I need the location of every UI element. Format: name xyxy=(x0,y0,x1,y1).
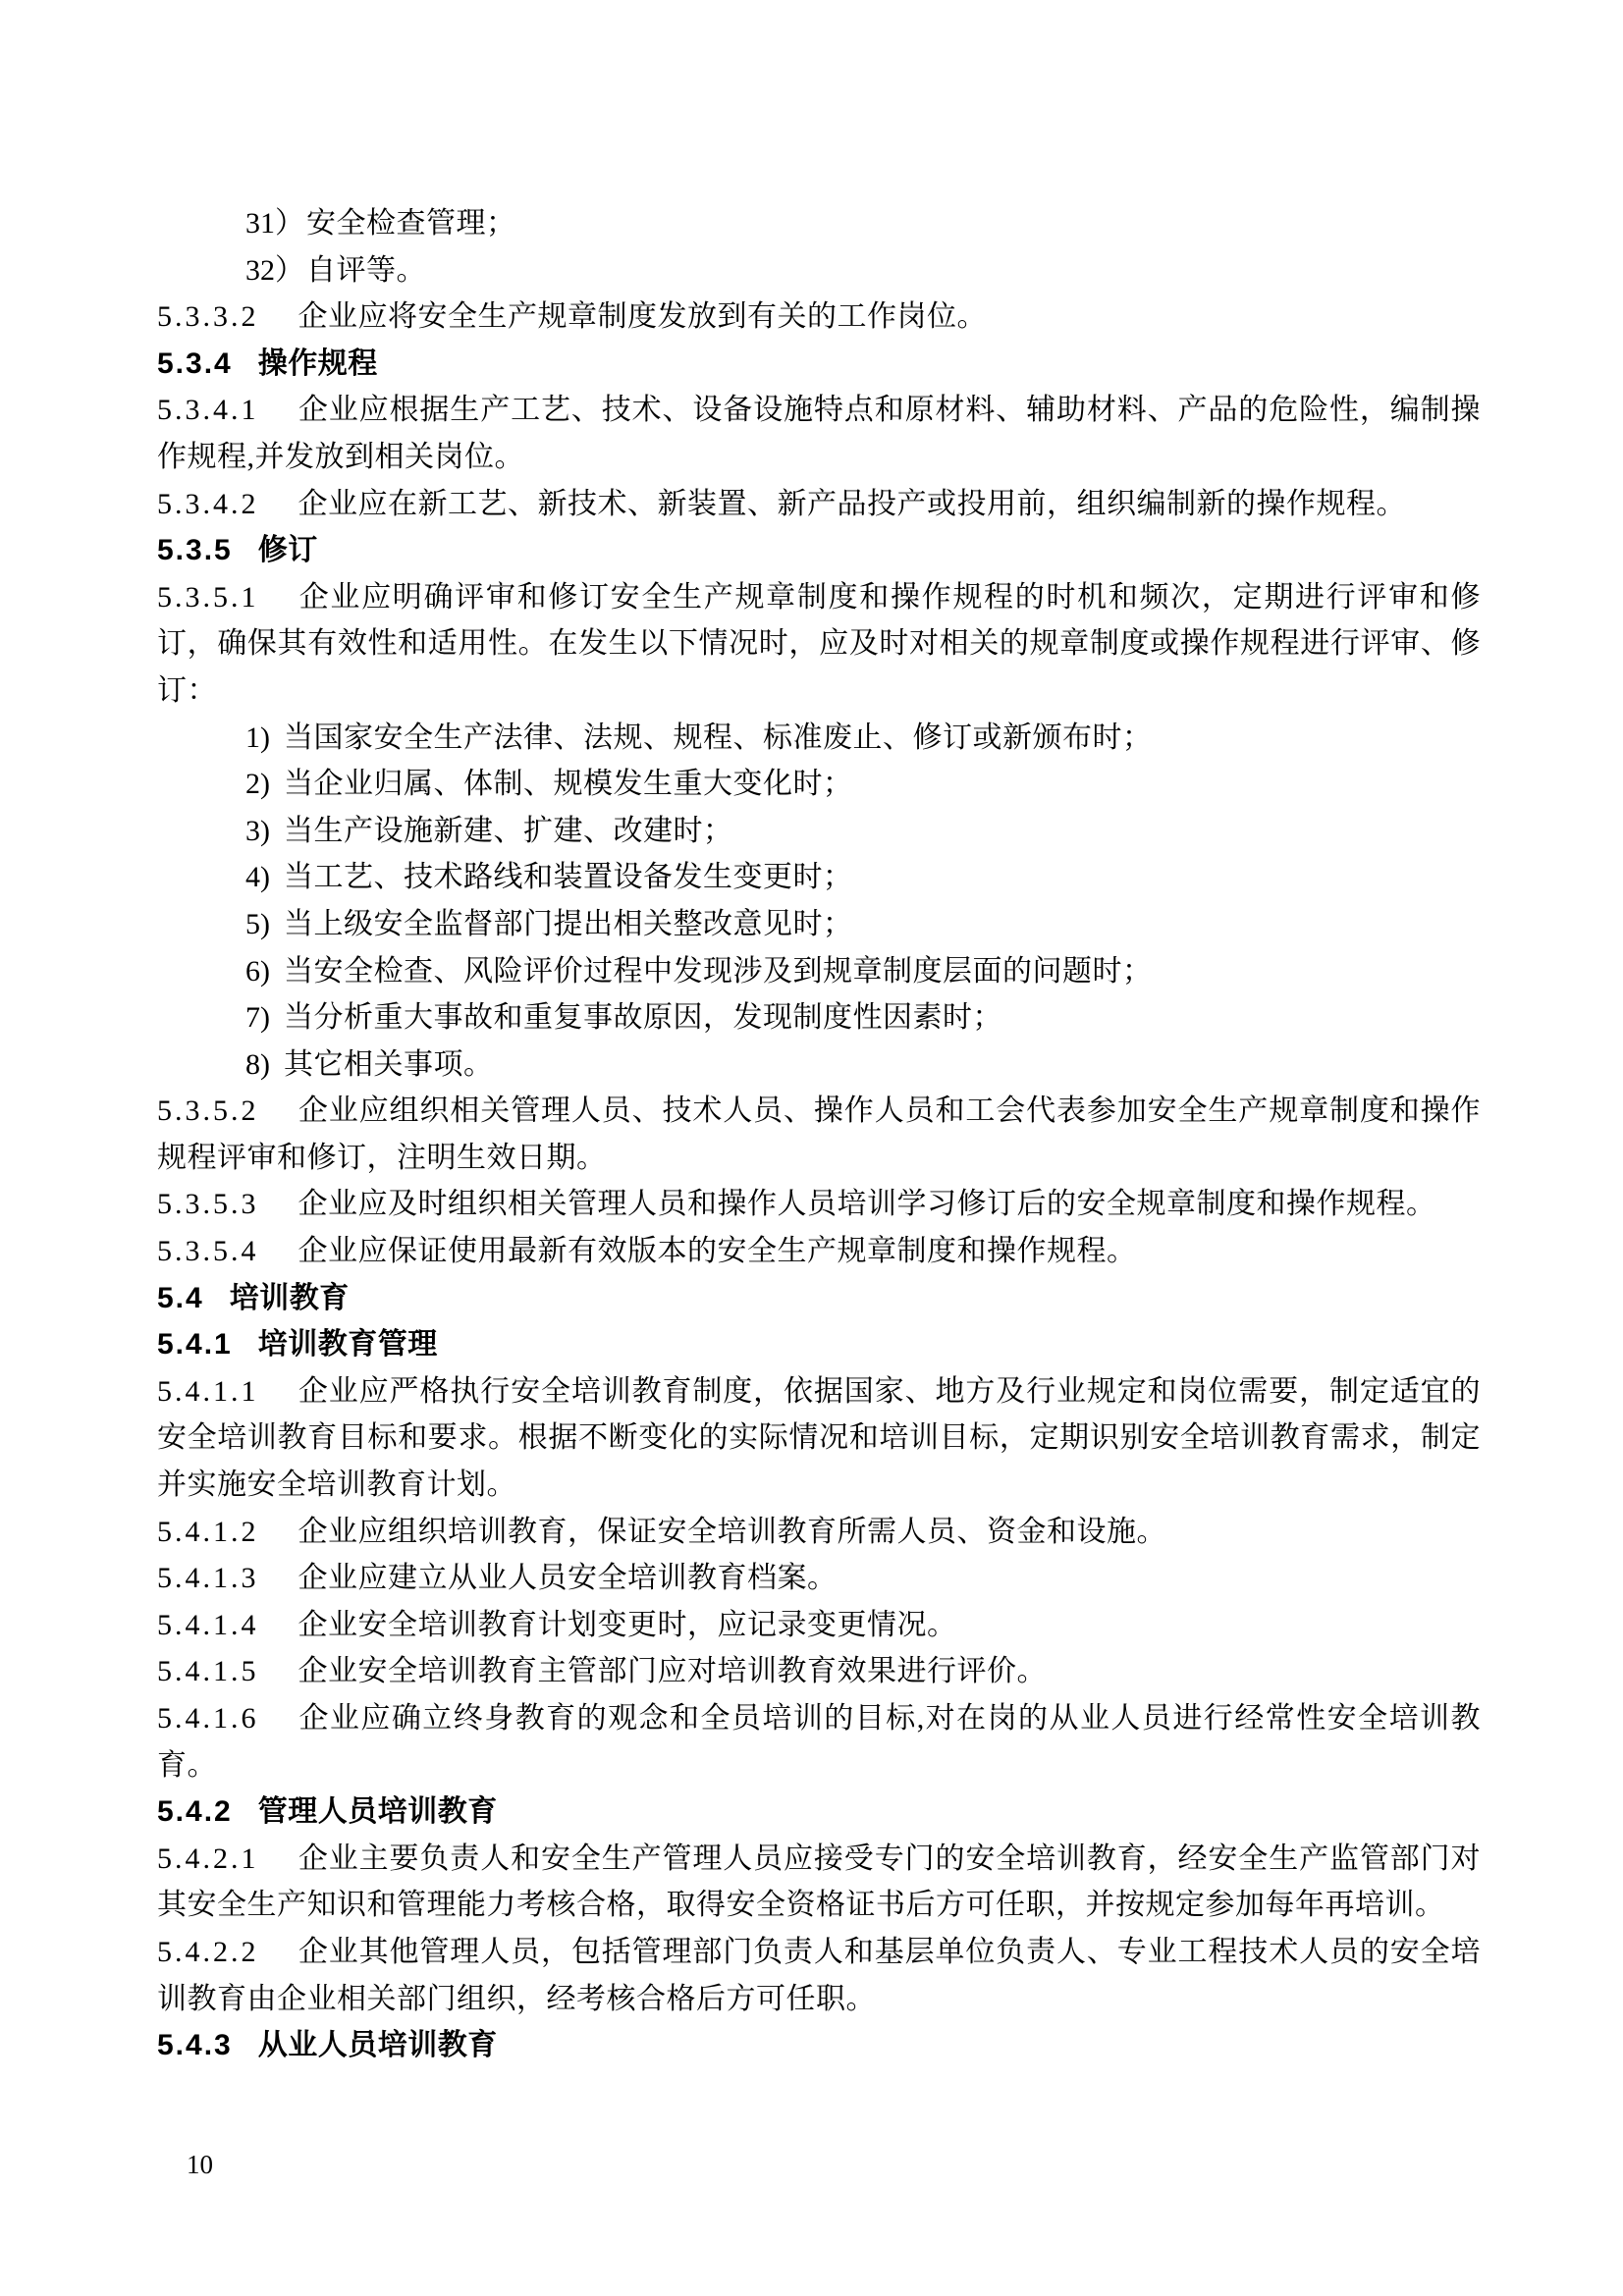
heading-text: 修订 xyxy=(257,534,318,567)
list-item xyxy=(245,200,1481,247)
paragraph-text: 企业其他管理人员，包括管理部门负责人和基层单位负责人、专业工程技术人员的安全培训教育由企业相关部门组织，经考核合格后方可任职。 xyxy=(157,1935,1481,2015)
clause-number: 5.4.1.3 xyxy=(157,1562,259,1595)
paragraph-text: 企业应严格执行安全培训教育制度，依据国家、地方及行业规定和岗位需要，制定适宜的安全培训教育目标和要求。根据不断变化的实际情况和培训目标，定期识别安全培训教育需求，制定并实施安全培训教育计划。 xyxy=(157,1374,1481,1502)
section-paragraph xyxy=(157,1088,1481,1181)
paragraph-text: 企业应将安全生产规章制度发放到有关的工作岗位。 xyxy=(298,300,987,334)
clause-number: 5.3.5.2 xyxy=(157,1095,259,1128)
list-marker: 3) xyxy=(245,814,270,847)
heading-number: 5.3.5 xyxy=(157,534,233,567)
paragraph-text: 企业应根据生产工艺、技术、设备设施特点和原材料、辅助材料、产品的危险性，编制操作规程,并发放到相关岗位。 xyxy=(157,394,1481,473)
paragraph-text: 企业应保证使用最新有效版本的安全生产规章制度和操作规程。 xyxy=(298,1235,1137,1268)
list-item xyxy=(245,808,1481,855)
section-paragraph xyxy=(157,1602,1481,1649)
section-paragraph xyxy=(157,1228,1481,1275)
clause-number: 5.3.5.1 xyxy=(157,580,259,614)
list-marker: 6) xyxy=(245,954,270,988)
paragraph-text: 企业主要负责人和安全生产管理人员应接受专门的安全培训教育，经安全生产监管部门对其安全生产知识和管理能力考核合格，取得安全资格证书后方可任职，并按规定参加每年再培训。 xyxy=(157,1842,1481,1922)
paragraph-text: 自评等。 xyxy=(306,253,426,287)
heading-number: 5.4 xyxy=(157,1281,204,1314)
section-paragraph xyxy=(157,1836,1481,1929)
paragraph-text: 当生产设施新建、扩建、改建时； xyxy=(284,814,733,847)
clause-number: 5.3.4.2 xyxy=(157,487,259,520)
section-paragraph xyxy=(157,294,1481,341)
paragraph-text: 当安全检查、风险评价过程中发现涉及到规章制度层面的问题时； xyxy=(284,954,1153,988)
clause-number: 5.4.1.6 xyxy=(157,1702,259,1735)
section-paragraph xyxy=(157,1181,1481,1228)
heading-text: 培训教育 xyxy=(229,1281,350,1314)
clause-number: 5.3.3.2 xyxy=(157,300,259,334)
paragraph-text: 企业应确立终身教育的观念和全员培训的目标,对在岗的从业人员进行经常性安全培训教育。 xyxy=(157,1702,1481,1782)
page-number: 10 xyxy=(187,2150,213,2179)
list-item xyxy=(245,761,1481,808)
heading-text: 培训教育管理 xyxy=(257,1328,438,1362)
paragraph-text: 其它相关事项。 xyxy=(284,1047,494,1081)
section-paragraph xyxy=(157,1555,1481,1602)
list-marker: 2) xyxy=(245,768,270,801)
clause-number: 5.4.2.1 xyxy=(157,1842,259,1875)
section-paragraph xyxy=(157,1648,1481,1695)
list-item xyxy=(245,854,1481,901)
list-marker: 7) xyxy=(245,1001,270,1035)
paragraph-text: 企业应组织相关管理人员、技术人员、操作人员和工会代表参加安全生产规章制度和操作规程评审和修订，注明生效日期。 xyxy=(157,1095,1481,1174)
paragraph-text: 企业应在新工艺、新技术、新装置、新产品投产或投用前，组织编制新的操作规程。 xyxy=(298,487,1406,520)
paragraph-text: 安全检查管理； xyxy=(306,207,516,240)
list-marker: 1) xyxy=(245,721,270,754)
section-paragraph xyxy=(157,1509,1481,1556)
paragraph-text: 当工艺、技术路线和装置设备发生变更时； xyxy=(284,861,853,894)
list-marker: 32） xyxy=(245,253,304,287)
clause-number: 5.4.1.1 xyxy=(157,1374,259,1408)
clause-number: 5.4.1.4 xyxy=(157,1608,259,1641)
heading-number: 5.3.4 xyxy=(157,347,233,380)
list-marker: 4) xyxy=(245,861,270,894)
list-item xyxy=(245,1041,1481,1089)
list-item xyxy=(245,994,1481,1041)
list-marker: 8) xyxy=(245,1047,270,1081)
section-paragraph xyxy=(157,574,1481,715)
paragraph-text: 企业应明确评审和修订安全生产规章制度和操作规程的时机和频次，定期进行评审和修订，确保其有效性和适用性。在发生以下情况时，应及时对相关的规章制度或操作规程进行评审、修订： xyxy=(157,580,1481,707)
clause-number: 5.3.5.3 xyxy=(157,1188,259,1221)
list-item xyxy=(245,948,1481,995)
heading-text: 从业人员培训教育 xyxy=(257,2029,498,2062)
paragraph-text: 当上级安全监督部门提出相关整改意见时； xyxy=(284,907,853,940)
section-heading xyxy=(157,2022,1481,2069)
paragraph-text: 当企业归属、体制、规模发生重大变化时； xyxy=(284,768,853,801)
paragraph-text: 当分析重大事故和重复事故原因，发现制度性因素时； xyxy=(284,1001,1002,1035)
heading-number: 5.4.1 xyxy=(157,1328,233,1362)
section-heading xyxy=(157,527,1481,574)
section-paragraph xyxy=(157,1368,1481,1509)
section-paragraph xyxy=(157,1695,1481,1789)
paragraph-text: 企业应组织培训教育，保证安全培训教育所需人员、资金和设施。 xyxy=(298,1515,1166,1548)
list-item xyxy=(245,715,1481,762)
list-marker: 5) xyxy=(245,907,270,940)
heading-text: 管理人员培训教育 xyxy=(257,1795,498,1829)
section-paragraph xyxy=(157,1929,1481,2022)
paragraph-text: 企业安全培训教育计划变更时，应记录变更情况。 xyxy=(298,1608,957,1641)
section-heading xyxy=(157,1789,1481,1836)
list-marker: 31） xyxy=(245,207,304,240)
paragraph-text: 当国家安全生产法律、法规、规程、标准废止、修订或新颁布时； xyxy=(284,721,1153,754)
paragraph-text: 企业应及时组织相关管理人员和操作人员培训学习修订后的安全规章制度和操作规程。 xyxy=(298,1188,1436,1221)
section-heading xyxy=(157,341,1481,388)
section-paragraph xyxy=(157,387,1481,480)
clause-number: 5.4.1.2 xyxy=(157,1515,259,1548)
section-paragraph xyxy=(157,481,1481,528)
heading-number: 5.4.2 xyxy=(157,1795,233,1829)
paragraph-text: 企业应建立从业人员安全培训教育档案。 xyxy=(298,1562,838,1595)
heading-number: 5.4.3 xyxy=(157,2029,233,2062)
document-content xyxy=(157,200,1481,2069)
list-item xyxy=(245,247,1481,294)
clause-number: 5.3.5.4 xyxy=(157,1235,259,1268)
clause-number: 5.4.2.2 xyxy=(157,1935,259,1968)
clause-number: 5.3.4.1 xyxy=(157,394,259,427)
list-item xyxy=(245,901,1481,948)
clause-number: 5.4.1.5 xyxy=(157,1655,259,1688)
paragraph-text: 企业安全培训教育主管部门应对培训教育效果进行评价。 xyxy=(298,1655,1047,1688)
section-heading xyxy=(157,1275,1481,1322)
heading-text: 操作规程 xyxy=(257,347,378,380)
section-heading xyxy=(157,1321,1481,1368)
